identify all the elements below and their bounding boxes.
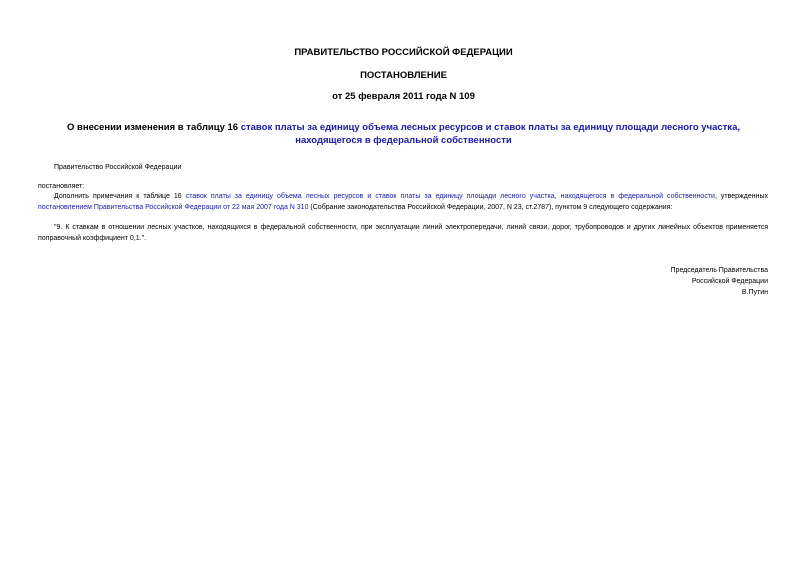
- amendment-mid: , утвержденных: [714, 193, 768, 200]
- document-type-heading: ПОСТАНОВЛЕНИЕ: [360, 70, 447, 81]
- document-subject: [50, 121, 757, 147]
- subject-prefix: О внесении изменения в таблицу 16: [67, 122, 241, 133]
- government-heading: ПРАВИТЕЛЬСТВО РОССИЙСКОЙ ФЕДЕРАЦИИ: [294, 47, 513, 58]
- government-line: Правительство Российской Федерации: [54, 164, 182, 171]
- signature-title: Председатель Правительства: [670, 267, 768, 274]
- resolves-line: постановляет:: [38, 183, 85, 190]
- rates-table-link[interactable]: ставок платы за единицу объема лесных ресурсов и ставок платы за единицу площади лесного участка, находящегося в федеральной собственности: [185, 193, 715, 200]
- amendment-suffix: (Собрание законодательства Российской Федерации, 2007, N 23, ст.2787), пунктом 9 следующего содержания:: [308, 203, 673, 211]
- amendment-prefix: Дополнить примечания к таблице 16: [54, 193, 186, 200]
- signature-block: [671, 265, 768, 298]
- subject-table-link[interactable]: ставок платы за единицу объема лесных ресурсов и ставок платы за единицу площади лесного участка, находящегося в федеральной собственности: [240, 122, 740, 146]
- signature-name: В.Путин: [741, 289, 768, 296]
- item-9-paragraph: "9. К ставкам в отношении лесных участков, находящихся в федеральной собственности, при эксплуатации линий электропередачи, линий связи, дорог, трубопроводов и других линейных объектов применяется поправочный коэффициент 0,1.".: [38, 224, 768, 242]
- signature-country: Российской Федерации: [691, 278, 768, 285]
- resolution-310-link[interactable]: постановлением Правительства Российской Федерации от 22 мая 2007 года N 310: [38, 203, 309, 211]
- date-number-heading: от 25 февраля 2011 года N 109: [332, 91, 475, 102]
- amendment-paragraph: [38, 192, 768, 213]
